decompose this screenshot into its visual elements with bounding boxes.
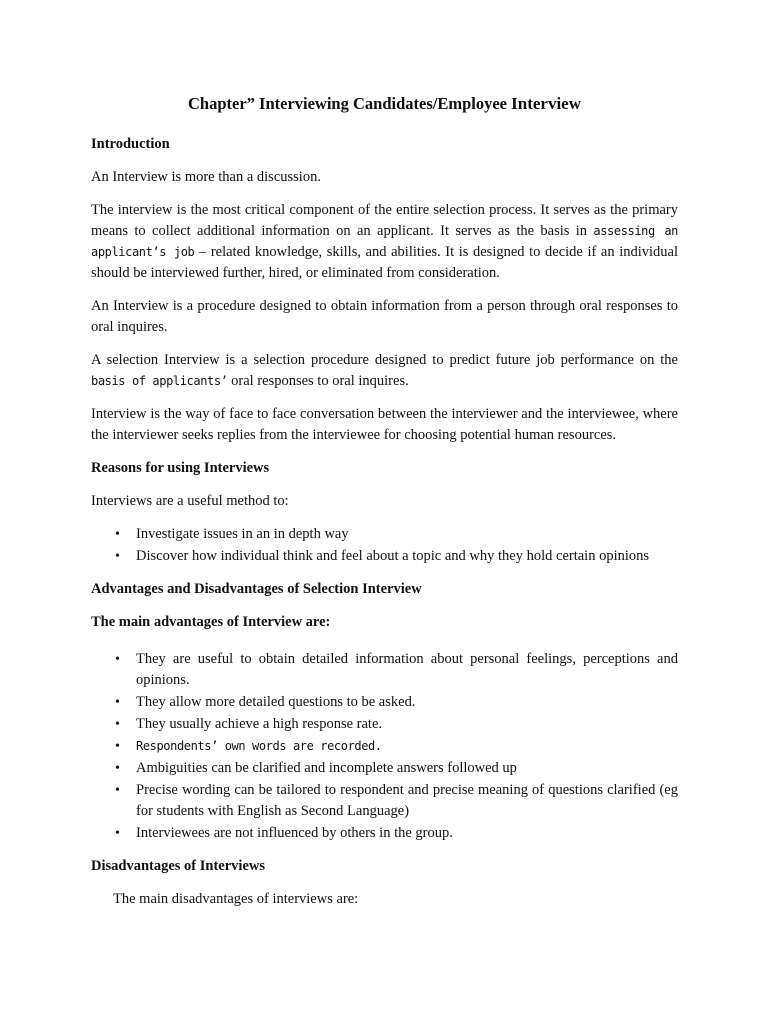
intro-paragraph-2 (91, 200, 678, 284)
bullet-icon: • (115, 527, 120, 542)
reasons-lead: Interviews are a useful method to: (91, 493, 289, 509)
intro-p2-text-a: The interview is the most critical component of the entire selection process. It serves as the primary means to collect additional information on an applicant. It serves as the basis in (91, 202, 678, 239)
list-item: • They are useful to obtain detailed information about personal feelings, perceptions and opinions. (115, 651, 678, 688)
list-item: • Respondents’ own words are recorded. (91, 736, 678, 757)
intro-p2-mono: assessing an applicant’s job (91, 224, 679, 259)
bullet-icon: • (115, 783, 120, 798)
list-item: • Precise wording can be tailored to respondent and precise meaning of questions clarified (eg for students with English as Second Language) (115, 782, 678, 819)
introduction-heading: Introduction (91, 136, 170, 152)
intro-paragraph-5: Interview is the way of face to face conversation between the interviewer and the interviewee, where the interviewer seeks replies from the interviewee for choosing potential human resources. (91, 406, 678, 443)
bullet-icon: • (115, 761, 120, 776)
bullet-icon: • (115, 695, 120, 710)
list-item: • They allow more detailed questions to be asked. (91, 692, 678, 713)
disadvantages-heading: Disadvantages of Interviews (91, 858, 265, 874)
reasons-heading: Reasons for using Interviews (91, 460, 270, 476)
intro-p4-text-b: oral responses to oral inquires. (231, 373, 409, 389)
list-item: • Discover how individual think and feel about a topic and why they hold certain opinions (91, 546, 678, 567)
advantages-heading: The main advantages of Interview are: (91, 614, 331, 630)
page-title (91, 92, 678, 116)
advantages-list (91, 649, 678, 844)
list-item: • They usually achieve a high response rate. (91, 714, 678, 735)
title-tail: Interview (511, 94, 581, 113)
intro-p4-mono: basis of applicants’ (91, 374, 228, 388)
list-item: • Ambiguities can be clarified and incomplete answers followed up (91, 758, 678, 779)
list-item: • Investigate issues in an in depth way (91, 524, 678, 545)
bullet-icon: • (115, 826, 120, 841)
bullet-icon: • (115, 549, 120, 564)
reasons-list (91, 524, 678, 567)
intro-paragraph-4 (91, 350, 678, 392)
list-item: • Interviewees are not influenced by others in the group. (91, 823, 678, 844)
bullet-icon: • (115, 652, 120, 667)
adv-disadv-heading: Advantages and Disadvantages of Selection Interview (91, 581, 422, 597)
intro-p2-text-b: – related knowledge, skills, and abilities. It is designed to decide if an individual should be interviewed further, hired, or eliminated from consideration. (91, 244, 679, 281)
title-main: Chapter” Interviewing Candidates/Employee (188, 94, 507, 113)
disadvantages-lead: The main disadvantages of interviews are: (113, 891, 359, 907)
bullet-icon: • (115, 739, 120, 754)
intro-p4-text-a: A selection Interview is a selection procedure designed to predict future job performance on the (91, 352, 678, 368)
intro-paragraph-1: An Interview is more than a discussion. (91, 169, 321, 185)
bullet-icon: • (115, 717, 120, 732)
intro-paragraph-3: An Interview is a procedure designed to obtain information from a person through oral responses to oral inquires. (91, 298, 678, 335)
